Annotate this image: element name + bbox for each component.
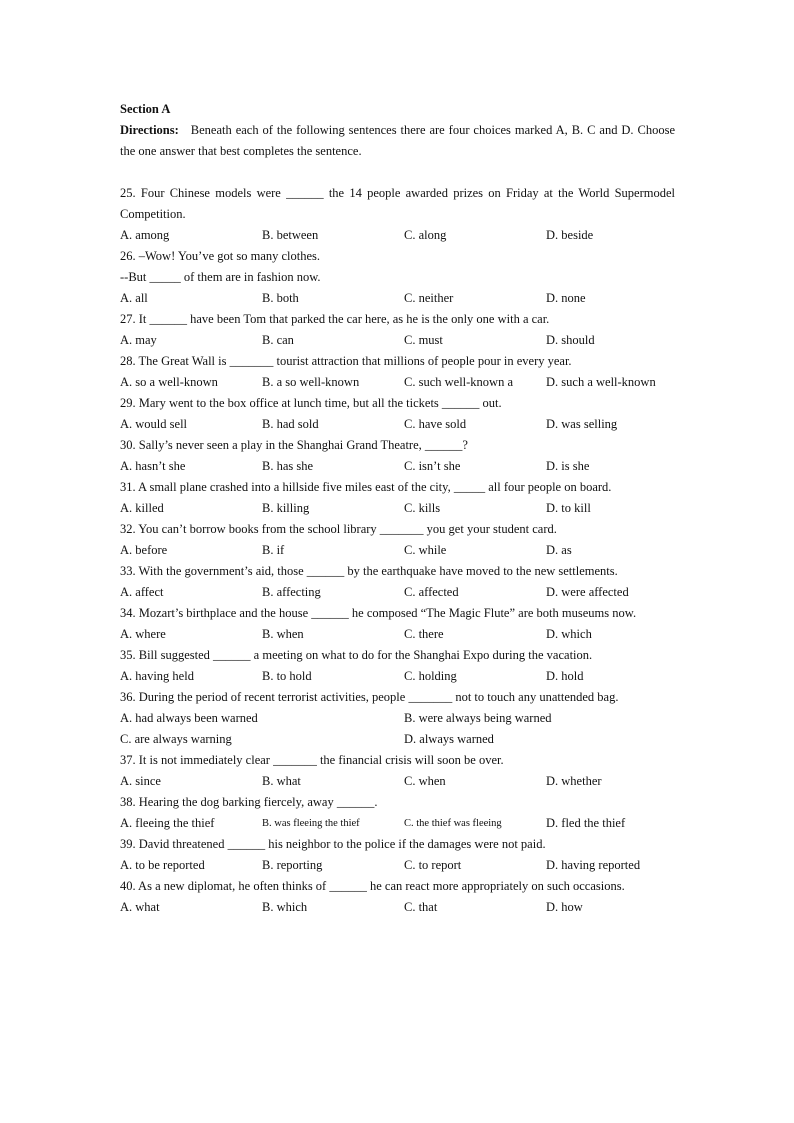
answer-option-c[interactable]: C. when (404, 774, 446, 788)
answer-option-c[interactable]: C. such well-known a (404, 375, 514, 389)
question-stem: 37. It is not immediately clear _______ the financial crisis will soon be over. (120, 753, 504, 767)
answer-option-c[interactable]: C. have sold (404, 417, 467, 431)
answer-options (120, 582, 675, 603)
question-stem: 31. A small plane crashed into a hillside five miles east of the city, _____ all four people on board. (120, 480, 612, 494)
answer-option-c[interactable]: C. kills (404, 501, 441, 515)
question-stem: 26. –Wow! You’ve got so many clothes. (120, 249, 321, 263)
question-item (120, 393, 675, 435)
answer-option-b[interactable]: B. were always being warned (404, 711, 552, 725)
answer-options (120, 855, 675, 876)
answer-option-a[interactable]: A. all (120, 291, 148, 305)
answer-option-c[interactable]: C. while (404, 543, 447, 557)
answer-options (120, 813, 675, 834)
answer-option-b[interactable]: B. was fleeing the thief (262, 818, 360, 829)
answer-option-d[interactable]: D. always warned (404, 732, 494, 746)
answer-option-a[interactable]: A. where (120, 627, 166, 641)
answer-option-c[interactable]: C. that (404, 900, 438, 914)
question-stem: 29. Mary went to the box office at lunch time, but all the tickets ______ out. (120, 396, 502, 410)
answer-option-b[interactable]: B. has she (262, 459, 314, 473)
answer-option-a[interactable]: A. would sell (120, 417, 188, 431)
question-stem: 40. As a new diplomat, he often thinks of ______ he can react more appropriately on such occasions. (120, 879, 625, 893)
answer-option-c[interactable]: C. are always warning (120, 732, 232, 746)
answer-option-a[interactable]: A. before (120, 543, 168, 557)
question-item (120, 435, 675, 477)
question-stem: 35. Bill suggested ______ a meeting on what to do for the Shanghai Expo during the vacation. (120, 648, 593, 662)
question-item (120, 834, 675, 876)
answer-option-d[interactable]: D. is she (546, 459, 590, 473)
spacer (120, 162, 675, 183)
question-stem: 32. You can’t borrow books from the school library _______ you get your student card. (120, 522, 557, 536)
answer-option-b[interactable]: B. affecting (262, 585, 321, 599)
answer-option-a[interactable]: A. may (120, 333, 157, 347)
answer-option-d[interactable]: D. should (546, 333, 595, 347)
answer-option-d[interactable]: D. as (546, 543, 572, 557)
answer-option-d[interactable]: D. none (546, 291, 586, 305)
answer-option-c[interactable]: C. along (404, 228, 447, 242)
answer-options (120, 225, 675, 246)
answer-option-d[interactable]: D. such a well-known (546, 375, 656, 389)
answer-option-d[interactable]: D. having reported (546, 858, 641, 872)
exam-page (120, 99, 675, 918)
answer-option-b[interactable]: B. what (262, 774, 301, 788)
answer-option-d[interactable]: D. were affected (546, 585, 629, 599)
question-item (120, 519, 675, 561)
answer-option-b[interactable]: B. when (262, 627, 304, 641)
answer-option-a[interactable]: A. hasn’t she (120, 459, 186, 473)
answer-option-b[interactable]: B. between (262, 228, 319, 242)
question-item (120, 477, 675, 519)
answer-option-a[interactable]: A. so a well-known (120, 375, 218, 389)
answer-option-d[interactable]: D. to kill (546, 501, 591, 515)
question-list (120, 183, 675, 918)
answer-option-b[interactable]: B. which (262, 900, 308, 914)
answer-option-a[interactable]: A. to be reported (120, 858, 205, 872)
question-stem: 39. David threatened ______ his neighbor to the police if the damages were not paid. (120, 837, 546, 851)
answer-option-a[interactable]: A. what (120, 900, 160, 914)
question-item (120, 351, 675, 393)
answer-option-c[interactable]: C. to report (404, 858, 462, 872)
question-stem: 25. Four Chinese models were ______ the 14 people awarded prizes on Friday at the World Supermodel Competition. (120, 186, 675, 221)
answer-option-a[interactable]: A. having held (120, 669, 194, 683)
answer-options (120, 666, 675, 687)
question-item (120, 792, 675, 834)
answer-option-b[interactable]: B. reporting (262, 858, 323, 872)
question-stem-reply: --But _____ of them are in fashion now. (120, 270, 321, 284)
answer-options (120, 897, 675, 918)
question-item (120, 750, 675, 792)
answer-option-d[interactable]: D. whether (546, 774, 602, 788)
answer-option-b[interactable]: B. to hold (262, 669, 312, 683)
answer-option-d[interactable]: D. was selling (546, 417, 618, 431)
answer-options (120, 624, 675, 645)
answer-option-b[interactable]: B. can (262, 333, 294, 347)
question-item (120, 645, 675, 687)
answer-options (120, 498, 675, 519)
question-item (120, 603, 675, 645)
directions-text: Beneath each of the following sentences there are four choices marked A, B. C and D. Choose the one answer that best completes the sentence. (120, 123, 675, 158)
directions (120, 120, 675, 162)
question-item (120, 183, 675, 246)
answer-option-a[interactable]: A. affect (120, 585, 164, 599)
answer-option-d[interactable]: D. how (546, 900, 583, 914)
answer-option-c[interactable]: C. neither (404, 291, 454, 305)
answer-option-d[interactable]: D. fled the thief (546, 816, 626, 830)
answer-option-b[interactable]: B. killing (262, 501, 310, 515)
answer-option-a[interactable]: A. fleeing the thief (120, 816, 215, 830)
answer-option-c[interactable]: C. isn’t she (404, 459, 461, 473)
section-title: Section A (120, 102, 171, 116)
question-item (120, 876, 675, 918)
answer-options (120, 708, 675, 750)
answer-option-a[interactable]: A. killed (120, 501, 164, 515)
answer-option-d[interactable]: D. which (546, 627, 592, 641)
answer-options (120, 771, 675, 792)
answer-option-b[interactable]: B. if (262, 543, 285, 557)
answer-option-c[interactable]: C. the thief was fleeing (404, 818, 502, 829)
answer-option-c[interactable]: C. there (404, 627, 444, 641)
answer-options (120, 540, 675, 561)
answer-options (120, 330, 675, 351)
answer-option-c[interactable]: C. must (404, 333, 443, 347)
question-stem: 27. It ______ have been Tom that parked the car here, as he is the only one with a car. (120, 312, 550, 326)
answer-option-a[interactable]: A. since (120, 774, 161, 788)
question-stem: 28. The Great Wall is _______ tourist attraction that millions of people pour in every year. (120, 354, 572, 368)
answer-option-b[interactable]: B. had sold (262, 417, 319, 431)
answer-option-d[interactable]: D. beside (546, 228, 594, 242)
answer-option-a[interactable]: A. had always been warned (120, 711, 258, 725)
answer-option-d[interactable]: D. hold (546, 669, 584, 683)
question-item (120, 309, 675, 351)
answer-options (120, 288, 675, 309)
question-stem: 30. Sally’s never seen a play in the Shanghai Grand Theatre, ______? (120, 438, 468, 452)
question-stem: 33. With the government’s aid, those ______ by the earthquake have moved to the new settlements. (120, 564, 618, 578)
answer-option-a[interactable]: A. among (120, 228, 170, 242)
question-stem: 36. During the period of recent terrorist activities, people _______ not to touch any unattended bag. (120, 690, 619, 704)
question-stem: 38. Hearing the dog barking fiercely, away ______. (120, 795, 378, 809)
answer-option-c[interactable]: C. affected (404, 585, 459, 599)
question-stem: 34. Mozart’s birthplace and the house ______ he composed “The Magic Flute” are both museums now. (120, 606, 637, 620)
question-item (120, 246, 675, 309)
question-item (120, 561, 675, 603)
answer-option-b[interactable]: B. a so well-known (262, 375, 360, 389)
answer-option-c[interactable]: C. holding (404, 669, 457, 683)
question-item (120, 687, 675, 750)
answer-options (120, 372, 675, 393)
answer-option-b[interactable]: B. both (262, 291, 299, 305)
directions-label: Directions: (120, 123, 179, 137)
answer-options (120, 414, 675, 435)
answer-options (120, 456, 675, 477)
